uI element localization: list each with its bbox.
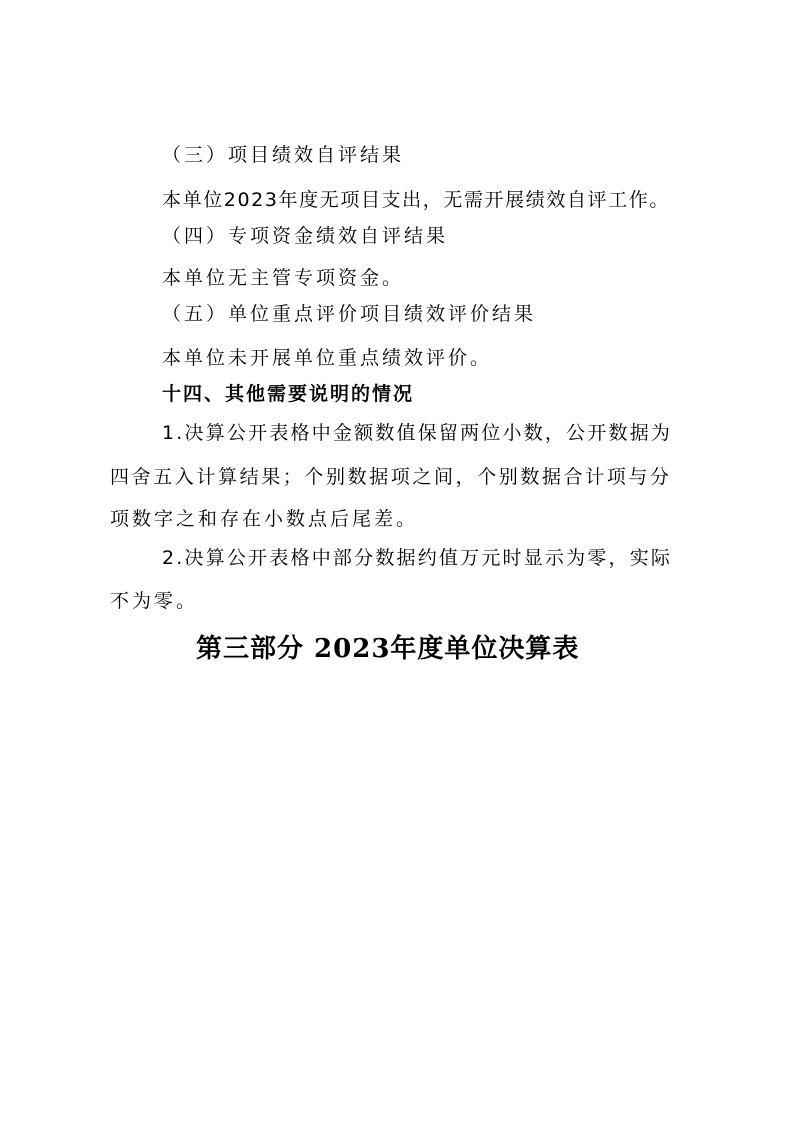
note-2-line-1: 2.决算公开表格中部分数据约值万元时显示为零，实际 (162, 547, 673, 569)
note-1-line-2: 四舍五入计算结果；个别数据项之间，个别数据合计项与分 (110, 466, 672, 488)
section-4-heading: （四）专项资金绩效自评结果 (162, 225, 449, 247)
note-1-line-1: 1.决算公开表格中金额数值保留两位小数，公开数据为 (162, 422, 673, 444)
section-5-heading: （五）单位重点评价项目绩效评价结果 (162, 303, 537, 325)
section-5-text: 本单位未开展单位重点绩效评价。 (162, 347, 493, 369)
part-title: 第三部分 2023年度单位决算表 (196, 634, 580, 664)
section-3-heading: （三）项目绩效自评结果 (162, 144, 405, 166)
other-heading: 十四、其他需要说明的情况 (162, 383, 415, 405)
note-1-line-3: 项数字之和存在小数点后尾差。 (110, 508, 419, 530)
section-4-text: 本单位无主管专项资金。 (162, 267, 405, 289)
section-3-text: 本单位2023年度无项目支出，无需开展绩效自评工作。 (162, 189, 670, 211)
note-2-line-2: 不为零。 (110, 590, 199, 612)
